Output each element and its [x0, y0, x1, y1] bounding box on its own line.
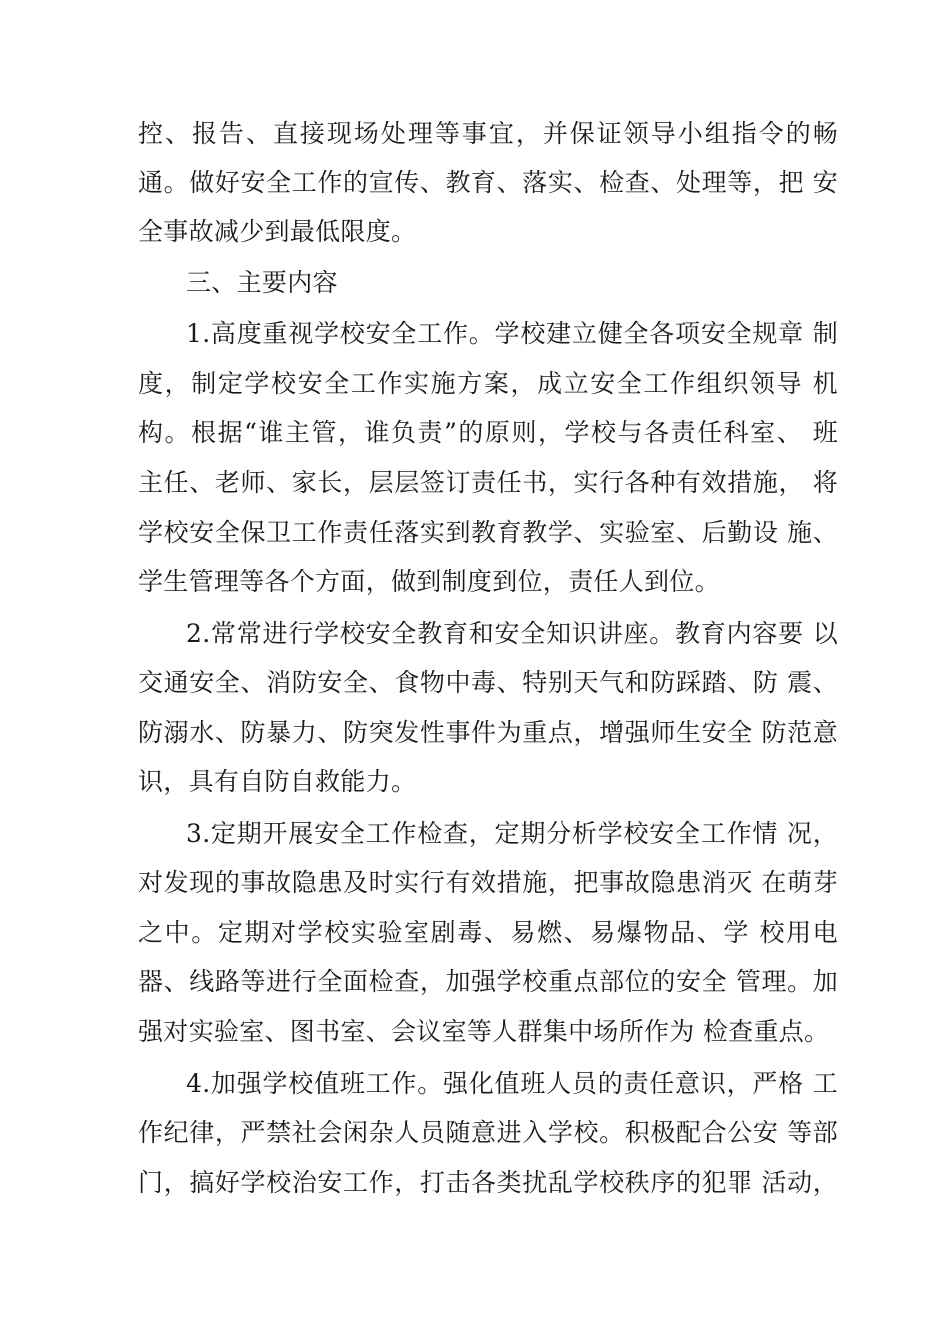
- item-4-line-3: 门，搞好学校治安工作，打击各类扰乱学校秩序的犯罪 活动，: [138, 1168, 838, 1197]
- paragraph-1-line-3: 全事故减少到最低限度。: [138, 217, 417, 246]
- item-1-line-3: 构。根据“谁主管，谁负责”的原则，学校与各责任科室、 班: [138, 418, 838, 447]
- item-3-line-3: 之中。定期对学校实验室剧毒、易燃、易爆物品、学 校用电: [138, 918, 838, 947]
- item-1-line-4: 主任、老师、家长，层层签订责任书，实行各种有效措施， 将: [138, 468, 838, 497]
- item-2-line-4: 识，具有自防自救能力。: [138, 767, 417, 796]
- paragraph-1-line-1: 控、报告、直接现场处理等事宜，并保证领导小组指令的畅: [138, 119, 838, 148]
- item-1-line-2: 度，制定学校安全工作实施方案，成立安全工作组织领导 机: [138, 369, 838, 398]
- item-1-line-6: 学生管理等各个方面，做到制度到位，责任人到位。: [138, 567, 720, 596]
- item-3-line-4: 器、线路等进行全面检查，加强学校重点部位的安全 管理。加: [138, 967, 838, 996]
- paragraph-1-line-2: 通。做好安全工作的宣传、教育、落实、检查、处理等，把 安: [138, 168, 838, 197]
- item-4-line-2: 作纪律，严禁社会闲杂人员随意进入学校。积极配合公安 等部: [138, 1118, 838, 1147]
- item-2-line-2: 交通安全、消防安全、食物中毒、特别天气和防踩踏、防 震、: [138, 668, 838, 697]
- item-3-line-1: 3.定期开展安全工作检查，定期分析学校安全工作情 况，: [186, 819, 838, 848]
- item-1-line-5: 学校安全保卫工作责任落实到教育教学、实验室、后勤设 施、: [138, 518, 838, 547]
- item-1-line-1: 1.高度重视学校安全工作。学校建立健全各项安全规章 制: [186, 319, 838, 348]
- item-4-line-1: 4.加强学校值班工作。强化值班人员的责任意识，严格 工: [186, 1069, 838, 1098]
- item-2-line-3: 防溺水、防暴力、防突发性事件为重点，增强师生安全 防范意: [138, 718, 838, 747]
- item-2-line-1: 2.常常进行学校安全教育和安全知识讲座。教育内容要 以: [186, 619, 838, 648]
- section-heading: 三、主要内容: [186, 268, 338, 297]
- item-3-line-2: 对发现的事故隐患及时实行有效措施，把事故隐患消灭 在萌芽: [138, 868, 838, 897]
- item-3-line-5: 强对实验室、图书室、会议室等人群集中场所作为 检查重点。: [138, 1017, 830, 1046]
